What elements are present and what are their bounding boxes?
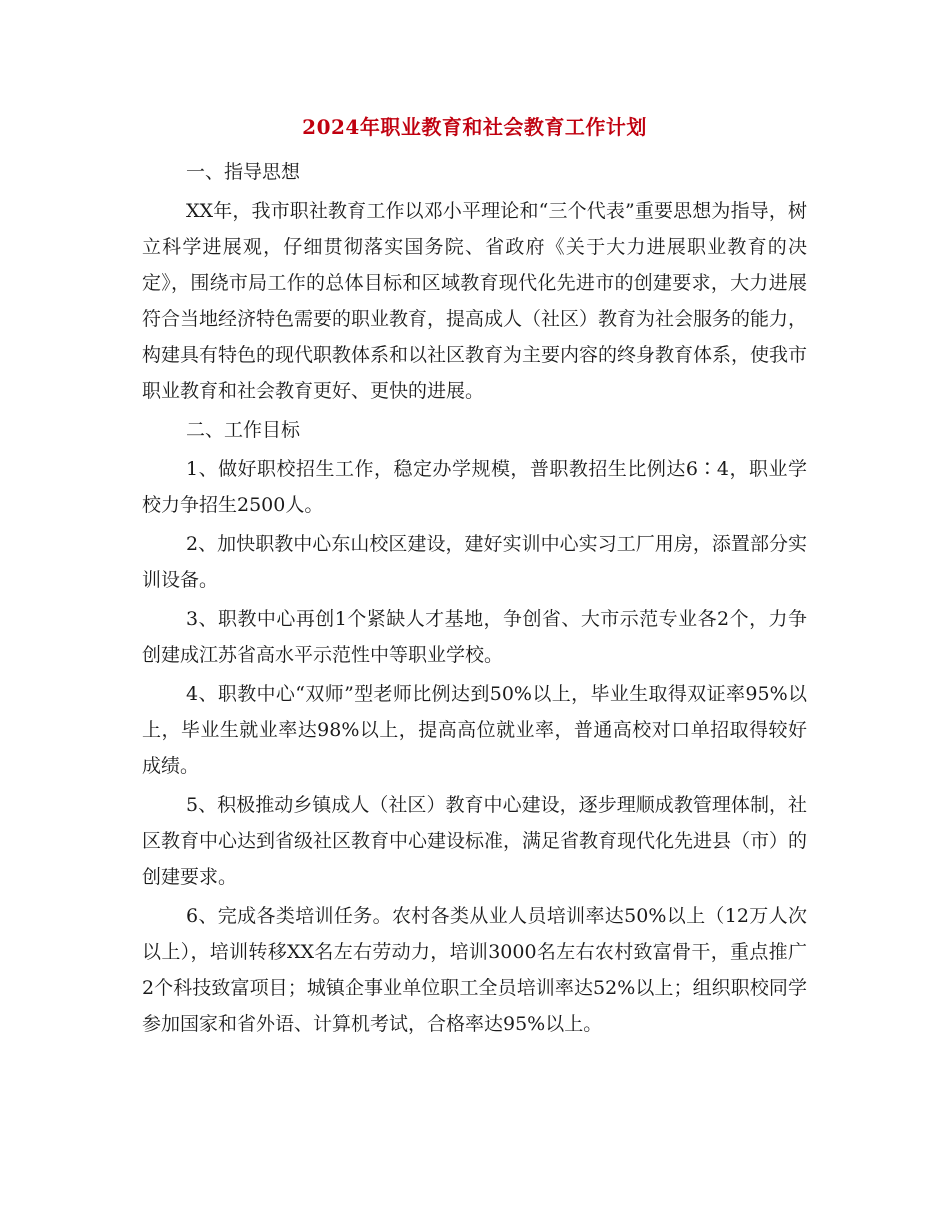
section-work-goals — [142, 412, 807, 1042]
paragraph: 2、加快职教中心东山校区建设，建好实训中心实习工厂用房，添置部分实训设备。 — [142, 533, 807, 591]
section-heading: 一、指导思想 — [186, 161, 301, 183]
paragraph: 6、完成各类培训任务。农村各类从业人员培训率达50%以上（12万人次以上），培训转移XX名左右劳动力，培训3000名左右农村致富骨干，重点推广2个科技致富项目；城镇企事业单位职工全员培训率达52%以上；组织职校同学参加国家和省外语、计算机考试，合格率达95%以上。 — [142, 905, 807, 1035]
paragraph: 1、做好职校招生工作，稳定办学规模，普职教招生比例达6∶4，职业学校力争招生2500人。 — [142, 458, 807, 516]
section-heading: 二、工作目标 — [186, 419, 301, 441]
paragraph: 3、职教中心再创1个紧缺人才基地，争创省、大市示范专业各2个，力争创建成江苏省高水平示范性中等职业学校。 — [142, 608, 807, 666]
paragraph: 5、积极推动乡镇成人（社区）教育中心建设，逐步理顺成教管理体制，社区教育中心达到省级社区教育中心建设标准，满足省教育现代化先进县（市）的创建要求。 — [142, 794, 808, 888]
paragraph: 4、职教中心“双师”型老师比例达到50%以上，毕业生取得双证率95%以上，毕业生就业率达98%以上，提高高位就业率，普通高校对口单招取得较好成绩。 — [142, 683, 807, 777]
section-guiding-ideology — [142, 154, 807, 409]
document-title: 2024年职业教育和社会教育工作计划 — [302, 115, 647, 139]
document-page — [142, 112, 807, 1045]
paragraph: XX年，我市职社教育工作以邓小平理论和“三个代表”重要思想为指导，树立科学进展观，仔细贯彻落实国务院、省政府《关于大力进展职业教育的决定》，围绕市局工作的总体目标和区域教育现代化先进市的创建要求，大力进展符合当地经济特色需要的职业教育，提高成人（社区）教育为社会服务的能力，构建具有特色的现代职教体系和以社区教育为主要内容的终身教育体系，使我市职业教育和社会教育更好、更快的进展。 — [142, 200, 808, 402]
